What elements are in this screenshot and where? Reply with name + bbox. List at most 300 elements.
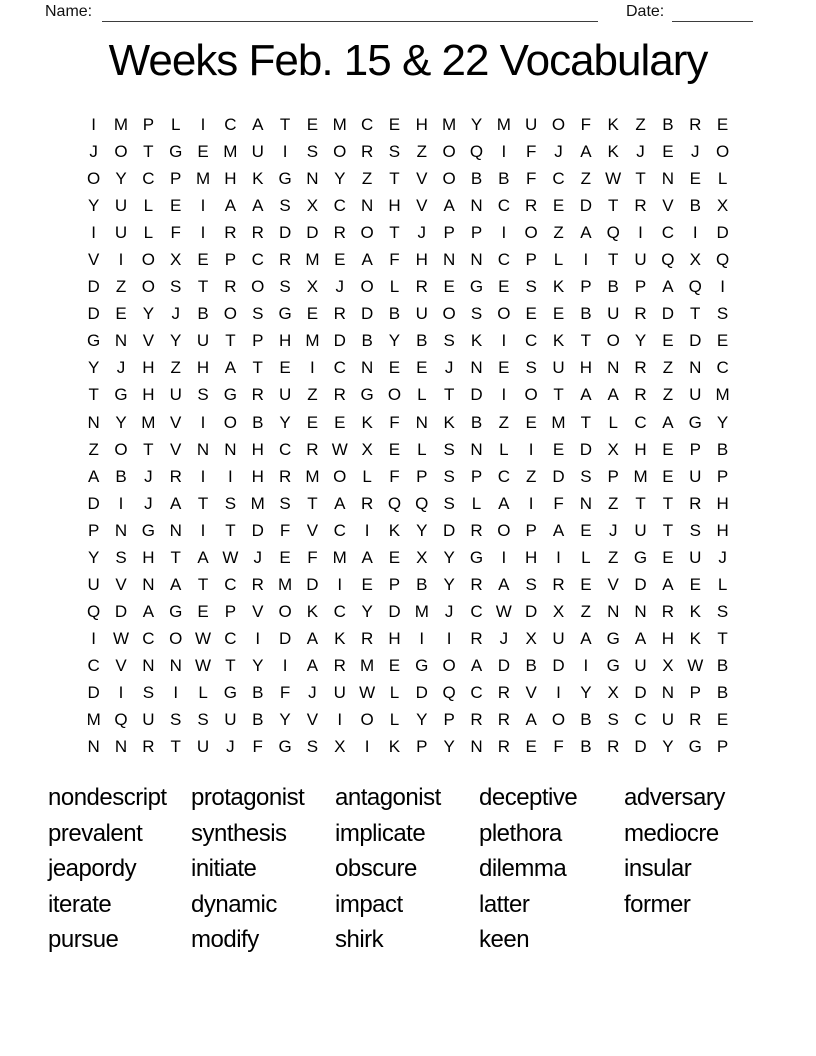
grid-letter: Z <box>608 547 619 567</box>
grid-letter: G <box>278 737 292 757</box>
grid-letter: S <box>197 385 209 405</box>
grid-letter: R <box>634 304 647 324</box>
grid-letter: Z <box>361 169 373 189</box>
grid-letter: U <box>87 574 100 594</box>
word-item: obscure <box>335 855 417 883</box>
grid-letter: T <box>553 385 564 405</box>
grid-letter: V <box>416 196 428 216</box>
grid-letter: Y <box>361 601 373 621</box>
grid-letter: G <box>633 547 648 567</box>
grid-letter: U <box>552 358 565 378</box>
grid-letter: R <box>360 628 374 648</box>
grid-letter: U <box>689 385 702 405</box>
grid-letter: A <box>252 196 264 216</box>
grid-letter: I <box>91 115 97 135</box>
grid-letter: C <box>552 169 565 189</box>
grid-letter: O <box>442 655 456 675</box>
grid-letter: G <box>688 412 702 432</box>
grid-letter: R <box>470 574 483 594</box>
grid-letter: O <box>442 142 456 162</box>
grid-letter: F <box>307 547 318 567</box>
grid-letter: R <box>169 466 182 486</box>
grid-letter: G <box>223 683 237 702</box>
grid-letter: E <box>306 115 319 135</box>
grid-letter: R <box>497 710 510 730</box>
grid-letter: E <box>388 115 401 135</box>
grid-letter: Y <box>170 331 182 351</box>
word-item: deceptive <box>479 784 578 811</box>
grid-letter: H <box>388 196 401 216</box>
grid-letter: S <box>170 277 182 297</box>
grid-letter: C <box>634 710 647 730</box>
grid-letter: E <box>388 439 401 459</box>
grid-letter: L <box>143 223 154 243</box>
grid-letter: I <box>583 655 589 675</box>
grid-letter: T <box>170 547 181 567</box>
grid-letter: R <box>470 628 483 648</box>
grid-letter: A <box>443 196 455 216</box>
grid-letter: H <box>278 331 292 351</box>
grid-letter: U <box>333 683 346 702</box>
grid-letter: T <box>143 142 154 162</box>
grid-letter: N <box>689 358 702 378</box>
grid-letter: Z <box>498 412 510 432</box>
grid-letter: V <box>115 655 127 675</box>
grid-letter: W <box>195 628 212 648</box>
grid-letter: A <box>662 277 674 297</box>
grid-letter: T <box>580 412 592 432</box>
grid-letter: E <box>662 439 674 459</box>
grid-letter: U <box>196 331 210 351</box>
grid-letter: J <box>144 466 153 486</box>
date-label: Date: <box>626 3 665 20</box>
grid-letter: M <box>113 115 129 135</box>
name-fill-line[interactable] <box>102 2 598 22</box>
word-item: jeapordy <box>48 855 137 883</box>
grid-letter: E <box>416 358 428 378</box>
grid-letter: G <box>141 520 155 540</box>
page-title: Weeks Feb. 15 & 22 Vocabulary <box>108 36 708 85</box>
grid-letter: Z <box>416 142 427 162</box>
grid-letter: R <box>306 439 319 459</box>
grid-letter: A <box>662 574 674 594</box>
grid-letter: N <box>470 196 483 216</box>
grid-letter: L <box>362 466 372 486</box>
grid-letter: F <box>279 683 291 702</box>
grid-letter: K <box>388 520 401 540</box>
grid-letter: R <box>470 710 483 730</box>
grid-letter: N <box>196 439 210 459</box>
grid-letter: S <box>224 493 237 513</box>
grid-letter: R <box>497 737 510 757</box>
grid-letter: V <box>88 250 100 270</box>
grid-letter: V <box>662 196 674 216</box>
grid-letter: T <box>443 385 455 405</box>
grid-letter: C <box>333 601 346 621</box>
grid-letter: N <box>114 331 128 351</box>
grid-letter: X <box>334 737 346 757</box>
grid-letter: G <box>87 331 101 351</box>
grid-letter: M <box>223 142 238 162</box>
grid-letter: R <box>333 385 346 405</box>
grid-letter: O <box>87 169 101 189</box>
grid-letter: G <box>606 655 620 675</box>
grid-letter: C <box>333 520 346 540</box>
grid-letter: R <box>415 277 428 297</box>
grid-letter: M <box>332 547 347 567</box>
grid-letter: I <box>173 683 179 702</box>
grid-letter: P <box>416 737 428 757</box>
grid-letter: P <box>142 115 155 135</box>
grid-letter: A <box>552 520 565 540</box>
grid-letter: R <box>552 574 565 594</box>
grid-letter: B <box>662 115 674 135</box>
grid-letter: K <box>306 601 319 621</box>
grid-letter: W <box>331 439 348 459</box>
grid-letter: I <box>364 737 370 757</box>
grid-letter: A <box>498 493 510 513</box>
grid-letter: Z <box>662 385 674 405</box>
grid-letter: T <box>307 493 318 513</box>
grid-letter: J <box>308 683 317 702</box>
grid-letter: R <box>689 493 702 513</box>
grid-letter: H <box>196 358 210 378</box>
grid-letter: D <box>87 493 100 513</box>
grid-letter: F <box>252 737 263 757</box>
grid-letter: R <box>333 655 346 675</box>
grid-letter: I <box>692 223 698 243</box>
grid-letter: E <box>525 737 537 757</box>
word-item: shirk <box>335 926 384 954</box>
grid-letter: J <box>444 601 454 621</box>
grid-letter: Q <box>442 683 456 702</box>
grid-letter: S <box>115 547 127 567</box>
grid-letter: J <box>636 142 645 162</box>
grid-letter: V <box>142 331 155 351</box>
grid-letter: U <box>525 115 538 135</box>
grid-letter: D <box>579 196 592 216</box>
grid-letter: C <box>333 358 346 378</box>
grid-letter: Y <box>115 169 127 189</box>
grid-letter: Y <box>416 520 428 540</box>
grid-letter: A <box>498 574 510 594</box>
grid-letter: C <box>224 574 237 594</box>
grid-letter: J <box>171 304 180 324</box>
grid-letter: D <box>716 223 729 243</box>
grid-letter: O <box>333 466 347 486</box>
grid-letter: T <box>197 493 209 513</box>
grid-letter: N <box>607 358 620 378</box>
grid-letter: B <box>388 304 401 324</box>
grid-letter: E <box>361 574 373 594</box>
grid-letter: A <box>470 655 483 675</box>
grid-letter: B <box>252 710 264 730</box>
grid-letter: P <box>580 277 592 297</box>
grid-letter: S <box>279 493 291 513</box>
grid-letter: N <box>306 169 319 189</box>
grid-letter: E <box>388 547 401 567</box>
grid-letter: C <box>142 628 155 648</box>
grid-letter: I <box>200 223 206 243</box>
grid-letter: G <box>114 385 128 405</box>
grid-letter: M <box>633 466 648 486</box>
grid-letter: I <box>528 439 534 459</box>
grid-letter: E <box>716 710 729 730</box>
grid-letter: D <box>497 655 510 675</box>
grid-letter: R <box>661 601 675 621</box>
grid-letter: A <box>525 710 537 730</box>
grid-letter: B <box>361 331 373 351</box>
grid-letter: I <box>118 683 124 702</box>
grid-letter: V <box>607 574 619 594</box>
grid-letter: F <box>553 737 564 757</box>
grid-letter: U <box>169 385 182 405</box>
grid-letter: Y <box>470 115 483 135</box>
grid-letter: I <box>419 628 425 648</box>
word-item: keen <box>479 926 530 954</box>
grid-letter: B <box>252 683 264 702</box>
grid-letter: T <box>197 277 209 297</box>
grid-letter: E <box>279 547 291 567</box>
word-item: adversary <box>624 784 725 811</box>
grid-letter: X <box>416 547 428 567</box>
grid-letter: M <box>715 385 730 405</box>
grid-letter: I <box>282 655 288 675</box>
grid-letter: C <box>87 655 100 675</box>
date-fill-line[interactable] <box>672 2 753 22</box>
grid-letter: N <box>224 439 237 459</box>
grid-letter: Y <box>88 196 100 216</box>
word-item: modify <box>191 926 259 954</box>
word-item: insular <box>624 855 692 883</box>
grid-letter: E <box>306 412 319 432</box>
grid-letter: X <box>306 277 319 297</box>
grid-letter: I <box>720 277 725 297</box>
grid-letter: N <box>661 169 675 189</box>
grid-letter: E <box>498 277 510 297</box>
grid-letter: I <box>556 547 561 567</box>
grid-letter: B <box>525 655 537 675</box>
word-item: mediocre <box>624 819 719 847</box>
grid-letter: O <box>114 439 128 459</box>
grid-letter: E <box>662 547 674 567</box>
grid-letter: O <box>442 169 456 189</box>
grid-letter: L <box>581 547 591 567</box>
grid-letter: N <box>634 601 647 621</box>
grid-letter: Q <box>606 223 620 243</box>
grid-letter: N <box>360 358 374 378</box>
grid-letter: D <box>306 574 319 594</box>
grid-letter: T <box>580 331 592 351</box>
word-list-column <box>191 780 335 958</box>
grid-letter: D <box>634 574 647 594</box>
grid-letter: O <box>360 223 374 243</box>
grid-letter: N <box>470 358 483 378</box>
grid-letter: K <box>388 737 401 757</box>
grid-letter: C <box>224 628 237 648</box>
grid-letter: E <box>279 358 291 378</box>
grid-letter: P <box>224 601 237 621</box>
grid-letter: R <box>607 737 620 757</box>
grid-letter: A <box>361 250 373 270</box>
grid-letter: K <box>607 142 619 162</box>
grid-letter: A <box>580 142 592 162</box>
grid-letter: T <box>662 520 674 540</box>
grid-letter: T <box>635 169 646 189</box>
word-item: former <box>624 890 691 918</box>
grid-letter: Y <box>334 169 346 189</box>
grid-letter: I <box>337 710 343 730</box>
grid-letter: L <box>198 683 208 702</box>
grid-letter: X <box>552 601 565 621</box>
grid-letter: E <box>662 142 674 162</box>
word-item: prevalent <box>48 819 143 847</box>
word-item: implicate <box>335 819 426 847</box>
grid-letter: N <box>169 655 182 675</box>
word-list-column <box>48 780 191 958</box>
grid-letter: Y <box>252 655 264 675</box>
grid-letter: Y <box>634 331 647 351</box>
grid-letter: R <box>634 196 647 216</box>
grid-letter: O <box>715 142 730 162</box>
grid-letter: B <box>416 574 428 594</box>
grid-letter: W <box>605 169 622 189</box>
grid-letter: R <box>278 250 292 270</box>
grid-letter: C <box>333 196 346 216</box>
grid-letter: S <box>716 304 729 324</box>
grid-letter: C <box>497 196 510 216</box>
grid-letter: F <box>389 250 400 270</box>
grid-letter: D <box>525 601 538 621</box>
grid-letter: O <box>551 115 566 135</box>
grid-letter: A <box>170 574 182 594</box>
grid-letter: O <box>360 277 374 297</box>
grid-letter: D <box>634 683 647 702</box>
grid-letter: O <box>223 304 237 324</box>
grid-letter: S <box>580 466 592 486</box>
grid-letter: M <box>86 710 101 730</box>
grid-letter: J <box>226 737 235 757</box>
word-list-column <box>479 780 624 958</box>
grid-letter: K <box>470 331 483 351</box>
grid-letter: U <box>689 466 702 486</box>
grid-letter: S <box>443 439 455 459</box>
grid-letter: R <box>497 683 510 702</box>
grid-letter: D <box>278 223 292 243</box>
grid-letter: Y <box>115 412 127 432</box>
grid-letter: A <box>580 385 592 405</box>
grid-letter: P <box>716 466 729 486</box>
grid-letter: H <box>224 169 237 189</box>
grid-letter: N <box>607 601 620 621</box>
grid-letter: E <box>498 358 510 378</box>
grid-letter: H <box>251 439 264 459</box>
grid-letter: U <box>552 628 565 648</box>
grid-letter: M <box>305 250 320 270</box>
grid-letter: A <box>306 655 319 675</box>
grid-letter: E <box>334 412 346 432</box>
grid-letter: S <box>170 710 182 730</box>
grid-letter: E <box>689 169 701 189</box>
grid-letter: B <box>470 412 483 432</box>
grid-letter: L <box>170 115 181 135</box>
grid-letter: I <box>282 142 288 162</box>
grid-letter: L <box>417 439 427 459</box>
grid-letter: J <box>718 547 727 567</box>
grid-letter: F <box>279 520 291 540</box>
grid-letter: S <box>470 304 483 324</box>
grid-letter: B <box>580 304 592 324</box>
grid-letter: T <box>662 493 674 513</box>
grid-letter: D <box>306 223 319 243</box>
grid-letter: I <box>501 547 507 567</box>
grid-letter: Y <box>716 412 729 432</box>
grid-letter: O <box>169 628 183 648</box>
grid-letter: N <box>114 520 128 540</box>
grid-letter: S <box>279 277 291 297</box>
word-item: antagonist <box>335 784 441 811</box>
grid-letter: P <box>470 223 483 243</box>
grid-letter: Y <box>662 737 674 757</box>
grid-letter: F <box>580 115 592 135</box>
name-label: Name: <box>45 3 93 20</box>
grid-letter: R <box>634 358 647 378</box>
grid-letter: S <box>689 520 701 540</box>
grid-letter: V <box>170 439 182 459</box>
grid-letter: I <box>118 250 124 270</box>
grid-letter: K <box>552 331 565 351</box>
grid-letter: X <box>306 196 319 216</box>
grid-letter: I <box>556 683 561 702</box>
grid-letter: T <box>635 493 646 513</box>
grid-letter: E <box>580 574 592 594</box>
grid-letter: G <box>360 385 374 405</box>
grid-letter: R <box>634 385 647 405</box>
grid-letter: C <box>634 412 647 432</box>
grid-letter: W <box>495 601 512 621</box>
grid-letter: Y <box>88 358 100 378</box>
grid-letter: J <box>690 142 700 162</box>
grid-letter: E <box>170 196 182 216</box>
grid-letter: H <box>142 547 155 567</box>
grid-letter: D <box>87 277 100 297</box>
grid-letter: B <box>689 196 701 216</box>
grid-letter: G <box>469 547 484 567</box>
grid-letter: B <box>470 169 483 189</box>
grid-letter: C <box>470 683 483 702</box>
grid-letter: Q <box>688 277 702 297</box>
grid-letter: T <box>88 385 99 405</box>
grid-letter: U <box>196 737 210 757</box>
grid-letter: D <box>470 385 483 405</box>
grid-letter: N <box>142 574 155 594</box>
grid-letter: Z <box>580 601 592 621</box>
grid-letter: O <box>442 304 456 324</box>
grid-letter: Q <box>114 710 128 730</box>
grid-letter: O <box>223 412 237 432</box>
grid-letter: J <box>335 277 345 297</box>
grid-letter: A <box>580 628 592 648</box>
grid-letter: E <box>197 601 209 621</box>
grid-letter: B <box>580 710 592 730</box>
grid-letter: U <box>607 304 620 324</box>
grid-letter: C <box>497 466 510 486</box>
grid-letter: P <box>525 250 537 270</box>
grid-letter: I <box>91 223 97 243</box>
grid-letter: Y <box>443 737 455 757</box>
grid-letter: Q <box>387 493 402 513</box>
word-item: pursue <box>48 926 119 954</box>
